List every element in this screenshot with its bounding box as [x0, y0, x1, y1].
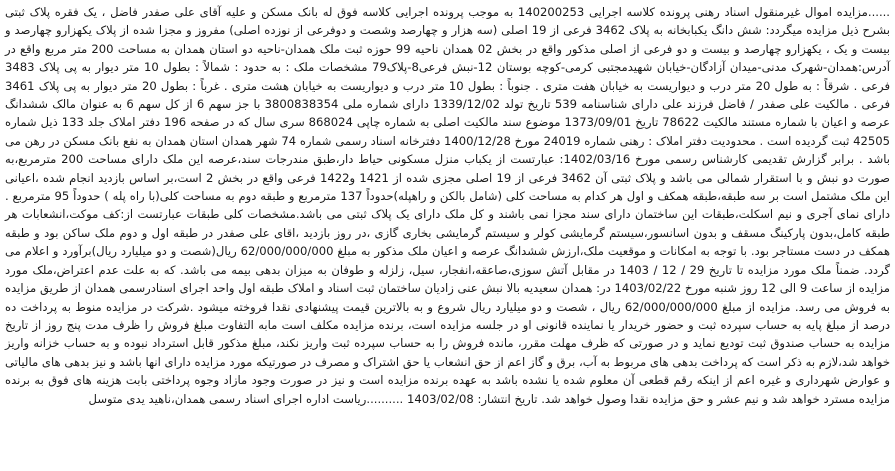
notice-body: ......مزایده اموال غیرمنقول اسناد رهنی پرونده کلاسه اجرایی 140200253 به موجب پرونده اجرایی کلاسه فوق له بانک مسکن و علیه آقای علی صفدر فاضل ، یک فقره پلاک ثبتی بشرح ذیل مزایده میگردد: شش دانگ یکبابخانه به پلاک 3462 فرعی از 19 اصلی (سه هزار و چهارصد وشصت و دوفرعی از نوزده اصلی) مفروز و مجزا شده از پلاک یکهزارو چهارصد و بیست و یک ، یکهزارو چهارصد و بیست و دو فرعی از اصلی مذکور واقع در بخش 02 همدان ناحیه 99 حوزه ثبت ملک همدان-ناحیه دو استان همدان به مساحت 200 متر مربع واقع در آدرس:همدان-شهرک مدنی-میدان آزادگان-خیابان شهیدمجتبی کرمی-کوچه بوستان 12-نبش فرعی8-پلاک79 مشخصات ملک : به حدود : شمالاً : بطول 10 متر دیوار به پی پلاک 3483 فرعی . شرقاً : به طول 20 متر درب و دیواریست به خیابان هفت متری . جنوباً : بطول 10 متر درب و دیواریست به خیابان هشت متری . غرباً : بطول 20 متر دیوار به پی پلاک 3461 فرعی . مالکیت علی صفدر / فاضل فرزند علی دارای شناسنامه 539 تاریخ تولد 1339/12/02 دارای شماره ملی 3800838354 با جز سهم 6 از کل سهم 6 به عنوان مالک ششدانگ عرصه و اعیان با شماره مستند مالکیت 78622 تاریخ 1373/09/01 موضوع سند مالکیت اصلی به شماره چاپی 868024 سری سال که در صفحه 196 دفتر املاک جلد 133 ذیل شماره 42505 ثبت گردیده است . محدودیت دفتر املاک : رهنی شماره 24019 مورخ 1400/12/28 دفترخانه اسناد رسمی شماره 74 شهر همدان استان همدان به نفع بانک مسکن در رهن می باشد . برابر گزارش تقدیمی کارشناس رسمی مورخ 1402/03/16: عبارتست از یکباب منزل مسکونی حیاط دار،طبق مندرجات سند،عرصه این ملک دارای مساحت 200 مترمربع،به صورت دو نبش و با استقرار شمالی می باشد و پلاک ثبتی آن 3462 فرعی از 19 اصلی مجزی شده از 1421 و1422 فرعی واقع در بخش 2 است،بر اساس بازدید انجام شده ،اعیانی این ملک مشتمل است بر سه طبقه،طبقه همکف و اول هر کدام به مساحت کلی (شامل بالکن و راهپله)حدوداً 137 مترمربع و طبقه دوم به مساحت کلی(با راه پله ) حدوداً 95 مترمربع . دارای نمای آجری و نیم اسکلت،طبقات این ساختمان دارای سند مجزا نمی باشند و کل ملک دارای یک پلاک ثبتی می باشد.مشخصات کلی طبقات عبارتست از:کف موکت،انشعابات هر طبقه کامل،بدون پارکینگ مسقف و بدون اسانسور،سیستم گرمایشی کولر و سیستم گرمایشی بخاری گازی ،در روز بازدید ،اقای علی صفدر در طبقه اول و دوم ملک ساکن بود و طبقه همکف در دست مستاجر بود. با توجه به امکانات و موقعیت ملک،ارزش ششدانگ عرصه و اعیان ملک مذکور به مبلغ 62/000/000/000 ریال(شصت و دو میلیارد ریال)برآورد و اعلام می گردد. ضمناً ملک مورد مزایده تا تاریخ 29 / 12 / 1403 در مقابل آتش سوزی،صاعقه،انفجار، سیل، زلزله و طوفان به میزان بدهی بیمه می باشد. که به علت عدم اعتراض،ملک مورد مزایده از ساعت 9 الی 12 روز شنبه مورخ 1403/02/22 در: همدان سعیدیه بالا نبش عنی زادیان ساختمان ثبت اسناد و املاک طبقه اول واحد اجرای اسنادرسمی همدان از طریق مزایده به فروش می رسد. مزایده از مبلغ 62/000/000/000 ریال ، شصت و دو میلیارد ریال شروع و به بالاترین قیمت پیشنهادی نقدا فروخته میشود .شرکت در مزایده منوط به پرداخت ده درصد از مبلغ پایه به حساب سپرده ثبت و حضور خریدار یا نماینده قانونی او در جلسه مزایده است، برنده مزایده مکلف است مابه التفاوت مبلغ فروش را ظرف مدت پنج روز از تاریخ مزایده به حساب صندوق ثبت تودیع نماید و در صورتی که ظرف مهلت مقرر، مانده فروش را به حساب سپرده ثبت واریز نکند، مبلغ مذکور قابل استرداد نبوده و به حساب خزانه واریز خواهد شد،لازم به ذکر است که پرداخت بدهی های مربوط به آب، برق و گاز اعم از حق انشعاب یا حق اشتراک و مصرف در صورتیکه مورد مزایده دارای انها باشد و نیز بدهی های مالیاتی و عوارض شهرداری و غیره اعم از اینکه رقم قطعی آن معلوم شده یا نشده باشد به عهده برنده مزایده است و نیز در صورت وجود مازاد وجوه پرداختی بابت هزینه های فوق به برنده مزایده مسترد خواهد شد و نیم عشر و حق مزایده نقدا وصول خواهد شد. تاریخ انتشار: 1403/02/08 ..........ریاست اداره اجرای اسناد رسمی همدان،ناهید یدی متوسل [5, 5, 891, 406]
